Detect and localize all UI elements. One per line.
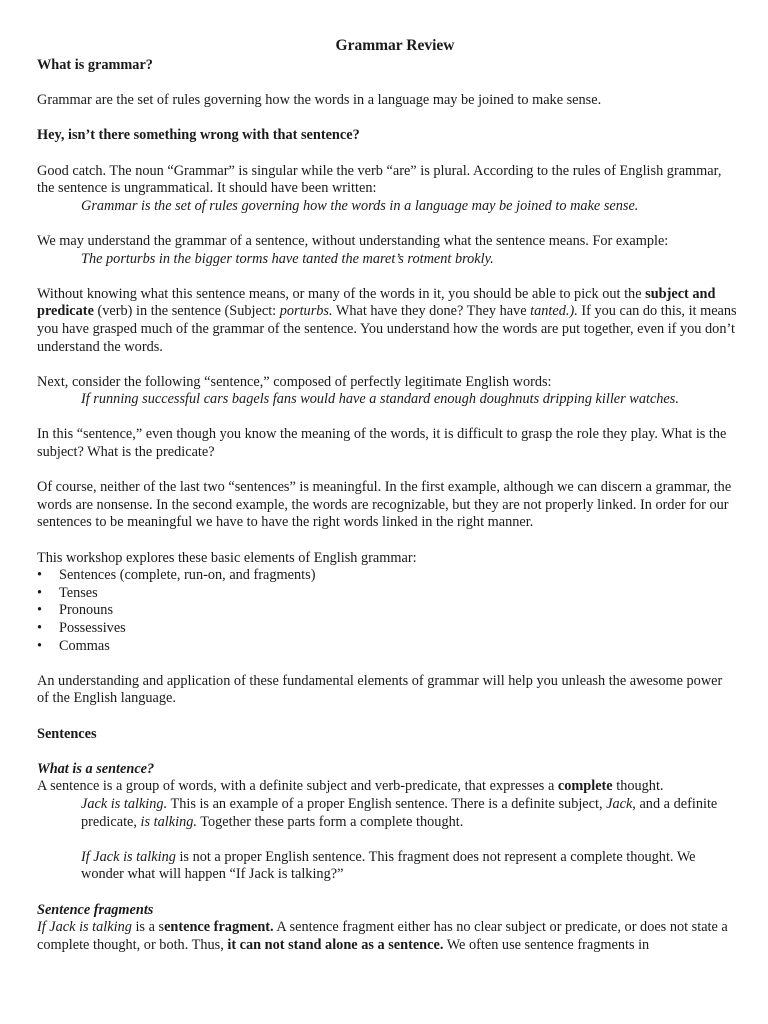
text-run: A sentence is a group of words, with a definite subject and verb-predicate, that expresses a bbox=[37, 778, 558, 795]
list-item-label: Possessives bbox=[59, 620, 126, 636]
text-run-bold: complete bbox=[557, 778, 613, 795]
text-run-italic: If Jack is talking bbox=[37, 919, 132, 936]
paragraph-understand-grammar: We may understand the grammar of a sentence, without understanding what the sentence means. For example: bbox=[37, 232, 669, 249]
example-corrected bbox=[37, 198, 737, 216]
text-run: What have they done? They have bbox=[332, 303, 531, 320]
list-item-label: Tenses bbox=[59, 584, 98, 601]
topics-list bbox=[37, 567, 737, 655]
paragraph-subject-predicate bbox=[37, 286, 737, 356]
text-run: and a definite predicate, bbox=[81, 795, 718, 830]
paragraph-in-this-sentence: In this “sentence,” even though you know the meaning of the words, it is difficult to grasp the role they play. What is the subject? What is the predicate? bbox=[37, 426, 727, 461]
paragraph-good-catch: Good catch. The noun “Grammar” is singular while the verb “are” is plural. According to the rules of English grammar, the sentence is ungrammatical. It should have been written: bbox=[37, 162, 722, 197]
paragraph-of-course: Of course, neither of the last two “sentences” is meaningful. In the first example, although we can discern a grammar, the words are nonsense. In the second example, the words are recognizable, but they are not properly linked. In order for our sentences to be meaningful we have to have the right words linked in the right manner. bbox=[37, 479, 732, 531]
paragraph-definition: Grammar are the set of rules governing how the words in a language may be joined to make sense. bbox=[37, 92, 602, 109]
paragraph-understanding: An understanding and application of these fundamental elements of grammar will help you unleash the awesome power of the English language. bbox=[37, 672, 723, 707]
text-run-bold: subject and predicate bbox=[37, 285, 716, 320]
text-run-bold: entence fragment. bbox=[164, 919, 274, 936]
heading-sentences-text: Sentences bbox=[37, 725, 97, 742]
paragraph-if-jack bbox=[37, 849, 737, 884]
text-run: is a s bbox=[131, 919, 165, 936]
subheading-what-is-sentence bbox=[37, 761, 737, 779]
paragraph-workshop: This workshop explores these basic elements of English grammar: bbox=[37, 549, 417, 566]
list-item bbox=[37, 602, 737, 620]
text-run-italic: is talking. bbox=[140, 813, 197, 830]
example-real-words-text: If running successful cars bagels fans would have a standard enough doughnuts dripping killer watches. bbox=[81, 391, 679, 408]
text-run: thought. bbox=[612, 778, 664, 795]
list-item bbox=[37, 638, 737, 656]
bullet-icon: • bbox=[37, 567, 43, 584]
text-run: We often use sentence fragments in bbox=[443, 936, 650, 953]
heading-what-is-grammar bbox=[37, 57, 737, 75]
example-nonsense-text: The porturbs in the bigger torms have tanted the maret’s rotment brokly. bbox=[81, 250, 494, 267]
subheading-fragments bbox=[37, 902, 737, 920]
subheading-fragments-text: Sentence fragments bbox=[37, 901, 154, 918]
heading-question-text: Hey, isn’t there something wrong with that sentence? bbox=[37, 127, 360, 144]
list-item-label: Sentences (complete, run-on, and fragments) bbox=[59, 567, 316, 584]
paragraph-fragment-definition bbox=[37, 919, 737, 954]
text-run: is not a proper English sentence. This fragment does not represent a complete thought. We wonder what will happen “If Jack is talking?” bbox=[81, 848, 696, 883]
text-run: A sentence fragment either has no clear subject or predicate, or does not state a complete thought, or both. Thus, bbox=[37, 919, 728, 953]
text-run-italic: Jack is talking. bbox=[81, 795, 168, 812]
text-run-italic: porturbs. bbox=[279, 303, 333, 320]
text-run-italic: If Jack is talking bbox=[81, 848, 176, 865]
bullet-icon: • bbox=[37, 637, 43, 654]
text-run: Together these parts form a complete thought. bbox=[196, 813, 464, 830]
example-corrected-text: Grammar is the set of rules governing how the words in a language may be joined to make sense. bbox=[81, 197, 639, 214]
text-run-italic: Jack, bbox=[606, 795, 636, 812]
paragraph-sentence-definition bbox=[37, 778, 737, 796]
bullet-icon: • bbox=[37, 620, 43, 636]
text-run: This is an example of a proper English sentence. There is a definite subject, bbox=[167, 795, 607, 812]
text-run: If you can do this, it means you have grasped much of the grammar of the sentence. You understand how the words are put together, even if you don’t understand the words. bbox=[37, 303, 737, 355]
text-run: (verb) in the sentence (Subject: bbox=[93, 303, 280, 320]
bullet-icon: • bbox=[37, 584, 43, 601]
page-title: Grammar Review bbox=[335, 37, 455, 54]
text-run: Without knowing what this sentence means, or many of the words in it, you should be able to pick out the bbox=[37, 285, 646, 302]
list-item bbox=[37, 620, 737, 638]
heading-sentences bbox=[37, 726, 737, 744]
heading-what-is-grammar-text: What is grammar? bbox=[37, 57, 153, 73]
subheading-what-is-sentence-text: What is a sentence? bbox=[37, 760, 155, 777]
bullet-icon: • bbox=[37, 602, 43, 619]
text-run-italic: tanted.). bbox=[530, 303, 578, 320]
document-page bbox=[37, 36, 737, 954]
list-item-label: Pronouns bbox=[59, 602, 114, 619]
list-item bbox=[37, 585, 737, 603]
paragraph-next-consider: Next, consider the following “sentence,” composed of perfectly legitimate English words: bbox=[37, 373, 552, 390]
paragraph-jack-is-talking bbox=[37, 796, 737, 831]
list-item-label: Commas bbox=[59, 637, 110, 654]
heading-question bbox=[37, 127, 737, 145]
text-run-bold: it can not stand alone as a sentence. bbox=[227, 936, 444, 953]
example-real-words bbox=[37, 391, 737, 409]
example-nonsense bbox=[37, 251, 737, 269]
list-item bbox=[37, 567, 737, 585]
